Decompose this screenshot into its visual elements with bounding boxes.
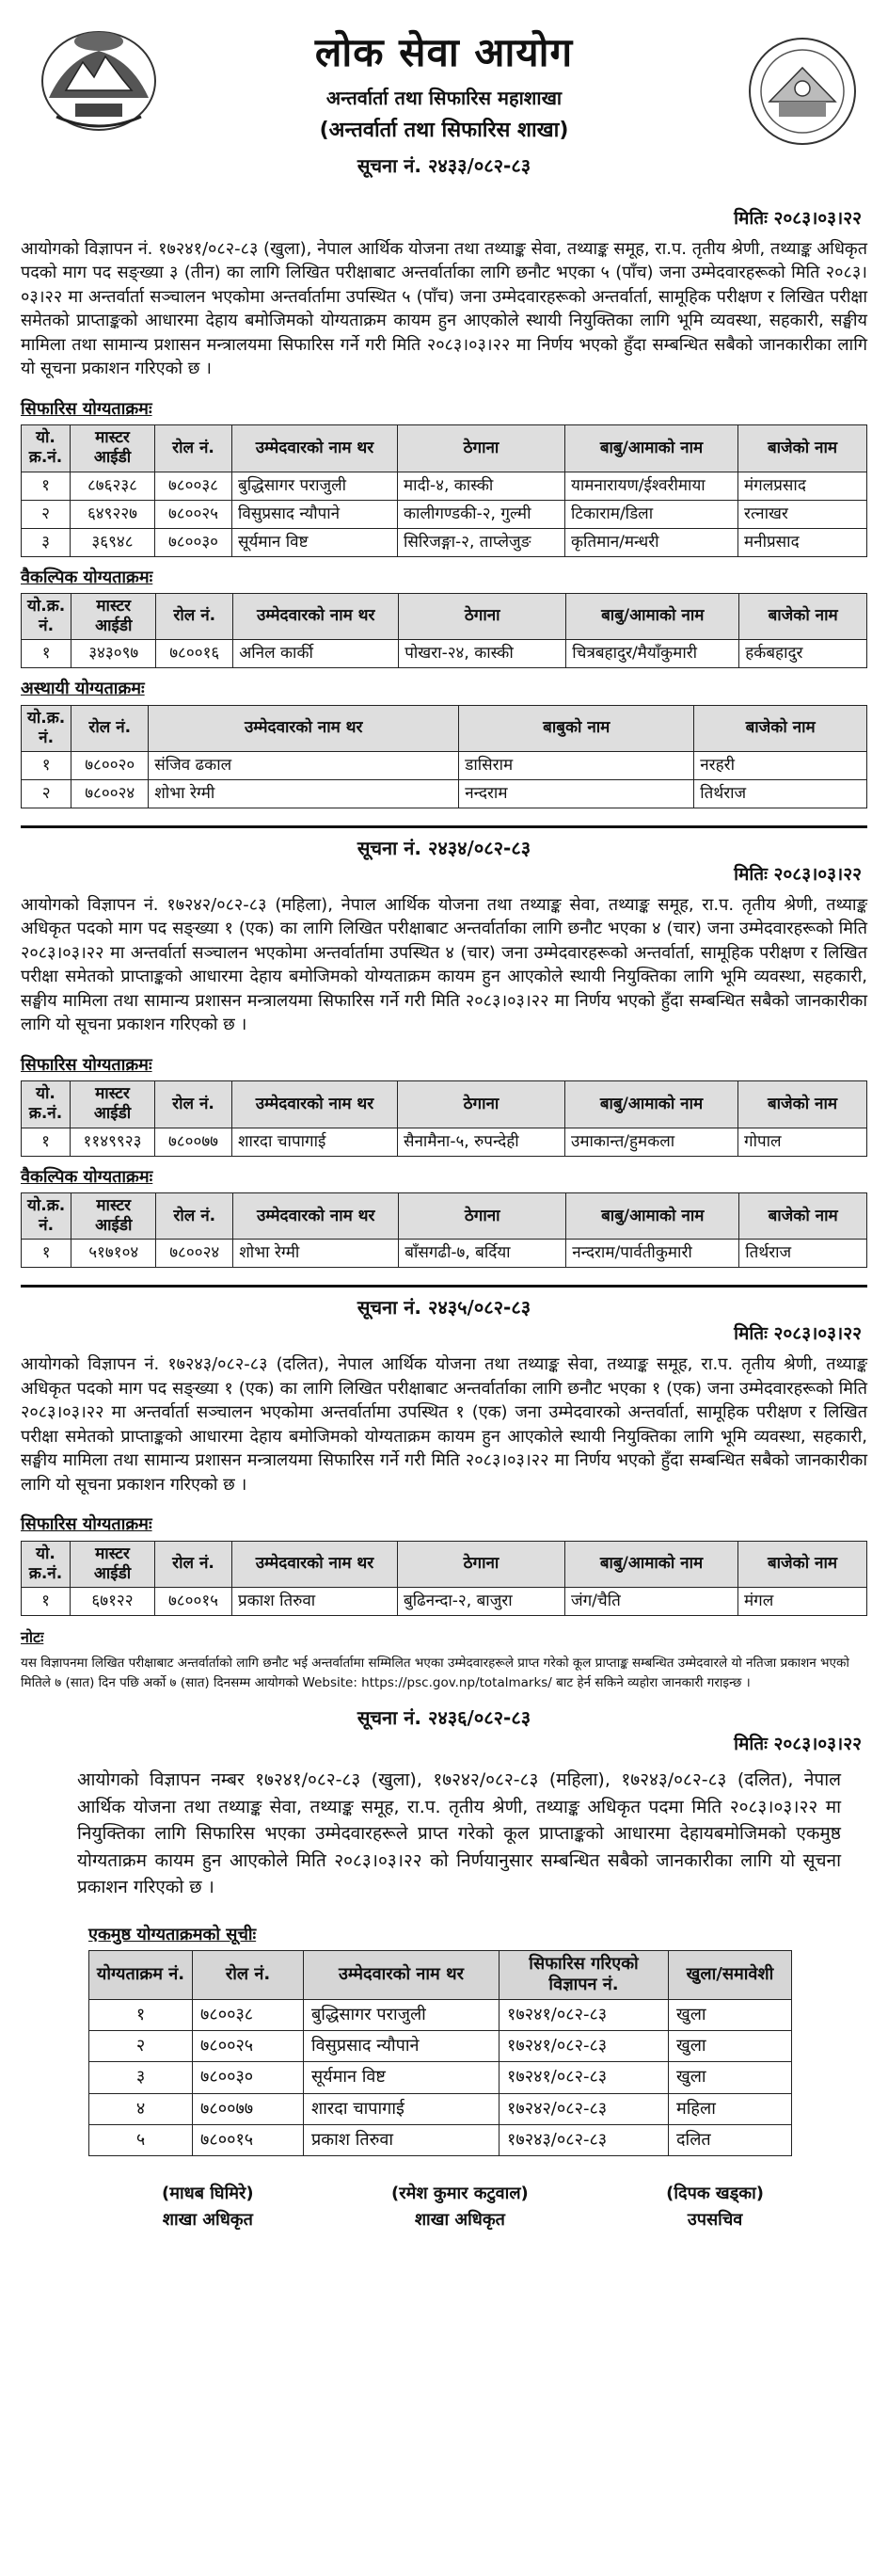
temporary-table <box>21 705 867 808</box>
table-cell: ११४९९२३ <box>71 1128 155 1156</box>
table-cell: सैनामैना-५, रुपन्देही <box>398 1128 565 1156</box>
table-cell: ५ <box>89 2125 193 2156</box>
column-header: सिफारिस गरिएको विज्ञापन नं. <box>500 1950 669 1999</box>
column-header: ठेगाना <box>399 1192 566 1240</box>
notice-number: सूचना नं. २४३६/०८२-८३ <box>357 1706 531 1730</box>
column-header: बाबु/आमाको नाम <box>565 425 738 472</box>
note-title: नोटः <box>21 1627 44 1646</box>
signatory-title: शाखा अधिकृत <box>414 2210 505 2231</box>
section-title-recommended: सिफारिस योग्यताक्रमः <box>21 1514 152 1535</box>
column-header: ठेगाना <box>399 593 566 640</box>
column-header: ठेगाना <box>398 1081 565 1128</box>
table-cell: ७८००२५ <box>193 2031 304 2062</box>
combined-table <box>88 1950 792 2156</box>
section-divider <box>21 1285 867 1288</box>
table-cell: खुला <box>669 2062 792 2093</box>
column-header: यो. क्र.नं. <box>22 1081 71 1128</box>
table-row <box>89 2031 792 2062</box>
table-cell: सूर्यमान विष्ट <box>304 2062 500 2093</box>
psc-seal-logo <box>747 36 858 147</box>
table-cell: नन्दराम <box>459 780 694 808</box>
table-cell: अनिल कार्की <box>233 640 399 668</box>
table-cell: १ <box>22 1240 71 1268</box>
table-cell: बुद्धिसागर पराजुली <box>304 1999 500 2030</box>
recommended-table <box>21 424 867 556</box>
table-cell: १ <box>22 640 71 668</box>
column-header: बाजेको नाम <box>739 593 867 640</box>
table-cell: १ <box>22 752 71 780</box>
table-cell: टिकाराम/डिला <box>565 500 738 528</box>
table-row <box>22 472 867 500</box>
column-header: उम्मेदवारको नाम थर <box>233 593 399 640</box>
table-cell: १७२४२/०८२-८३ <box>500 2093 669 2124</box>
table-cell: ७८००७७ <box>155 1128 232 1156</box>
recommended-table <box>21 1080 867 1156</box>
column-header: उम्मेदवारको नाम थर <box>233 1192 399 1240</box>
column-header: मास्टर आईडी <box>71 1081 155 1128</box>
table-cell: ७८००१५ <box>155 1588 232 1616</box>
table-cell: ४ <box>89 2093 193 2124</box>
table-cell: ७८००३८ <box>193 1999 304 2030</box>
page-header <box>21 17 867 205</box>
column-header: यो.क्र. नं. <box>22 705 71 752</box>
table-cell: सिरिजङ्गा-२, ताप्लेजुङ <box>398 528 565 556</box>
table-cell: हर्कबहादुर <box>739 640 867 668</box>
table-cell: १ <box>89 1999 193 2030</box>
table-cell: कालीगण्डकी-२, गुल्मी <box>398 500 565 528</box>
table-cell: महिला <box>669 2093 792 2124</box>
column-header: उम्मेदवारको नाम थर <box>232 425 398 472</box>
table-cell: ७८००२४ <box>156 1240 233 1268</box>
table-cell: मादी-४, कास्की <box>398 472 565 500</box>
table-row <box>22 528 867 556</box>
column-header: रोल नं. <box>156 593 233 640</box>
table-cell: ८७६२३८ <box>71 472 155 500</box>
table-cell: शारदा चापागाई <box>232 1128 398 1156</box>
table-cell: विसुप्रसाद न्यौपाने <box>304 2031 500 2062</box>
column-header: बाजेको नाम <box>738 1541 867 1588</box>
notice-date: मितिः २०८३।०३।२२ <box>734 863 862 885</box>
column-header: बाबु/आमाको नाम <box>566 593 739 640</box>
table-cell: १ <box>22 472 71 500</box>
column-header: बाबु/आमाको नाम <box>566 1192 739 1240</box>
table-cell: जंग/चैति <box>565 1588 738 1616</box>
table-cell: तिर्थराज <box>694 780 867 808</box>
table-cell: २ <box>22 780 71 808</box>
section-divider <box>21 825 867 828</box>
table-cell: चित्रबहादुर/मैयाँकुमारी <box>566 640 739 668</box>
alternate-table <box>21 1192 867 1268</box>
table-row <box>89 2125 792 2156</box>
nepal-emblem-logo <box>38 23 160 136</box>
table-cell: ६४९२२७ <box>71 500 155 528</box>
section-title-temporary: अस्थायी योग्यताक्रमः <box>21 679 145 699</box>
table-cell: मनीप्रसाद <box>738 528 867 556</box>
notice-body: आयोगको विज्ञापन नम्बर १७२४१/०८२-८३ (खुला), १७२४२/०८२-८३ (महिला), १७२४३/०८२-८३ (दलित), नेपाल आर्थिक योजना तथा तथ्याङ्क सेवा, तथ्याङ्क समूह, रा.प. तृतीय श्रेणी, तथ्याङ्क अधिकृत पदमा मिति २०८३।०३।२२ मा नियुक्तिका लागि सिफारिस भएका उम्मेदवारहरूले प्राप्त गरेको कूल प्राप्ताङ्कको आधारमा देहायबमोजिमको एकमुष्ठ योग्यताक्रम कायम हुन आएकोले मिति २०८३।०३।२२ को निर्णयानुसार सम्बन्धित सबैको जानकारीका लागि यो सूचना प्रकाशन गरिएको छ । <box>77 1769 841 1898</box>
table-row <box>22 1240 867 1268</box>
section-title-combined: एकमुष्ठ योग्यताक्रमको सूचीः <box>88 1924 257 1944</box>
column-header: उम्मेदवारको नाम थर <box>304 1950 500 1999</box>
table-cell: प्रकाश तिरुवा <box>232 1588 398 1616</box>
notice-body: आयोगको विज्ञापन नं. १७२४१/०८२-८३ (खुला), नेपाल आर्थिक योजना तथा तथ्याङ्क सेवा, तथ्याङ्क समूह, रा.प. तृतीय श्रेणी, तथ्याङ्क अधिकृत पदको माग पद सङ्ख्या ३ (तीन) का लागि लिखित परीक्षाबाट अन्तर्वार्ताका लागि छनौट भएका ५ (पाँच) जना उम्मेदवारहरूको मिति २०८३।०३।२२ मा अन्तर्वार्ता सञ्चालन भएकोमा अन्तर्वार्तामा उपस्थित ५ (पाँच) जना उम्मेदवारहरूको अन्तर्वार्ता, सामूहिक परीक्षण र लिखित परीक्षा समेतको प्राप्ताङ्कको आधारमा देहाय बमोजिमको योग्यताक्रम कायम हुन आएकोले स्थायी नियुक्तिका लागि भूमि व्यवस्था, सहकारी, सङ्घीय मामिला तथा सामान्य प्रशासन मन्त्रालयमा सिफारिस गर्ने गरी मिति २०८३।०३।२२ मा निर्णय भएको हुँदा सम्बन्धित सबैको जानकारीका लागि यो सूचना प्रकाशन गरिएको छ । <box>21 238 867 379</box>
table-row <box>22 1128 867 1156</box>
table-cell: नन्दराम/पार्वतीकुमारी <box>566 1240 739 1268</box>
table-cell: ५१७१०४ <box>71 1240 156 1268</box>
table-cell: संजिव ढकाल <box>149 752 459 780</box>
notice-date: मितिः २०८३।०३।२२ <box>734 208 862 229</box>
table-cell: २ <box>22 500 71 528</box>
table-cell: बुढिनन्दा-२, बाजुरा <box>398 1588 565 1616</box>
notice-date: मितिः २०८३।०३।२२ <box>734 1323 862 1345</box>
section-title-alternate: वैकल्पिक योग्यताक्रमः <box>21 567 153 587</box>
table-cell: ७८००२४ <box>71 780 149 808</box>
table-cell: विसुप्रसाद न्यौपाने <box>232 500 398 528</box>
section-title-alternate: वैकल्पिक योग्यताक्रमः <box>21 1166 153 1187</box>
signatory <box>391 2181 529 2233</box>
column-header: ठेगाना <box>398 425 565 472</box>
table-cell: १७२४१/०८२-८३ <box>500 1999 669 2030</box>
table-cell: खुला <box>669 2031 792 2062</box>
table-cell: १ <box>22 1128 71 1156</box>
table-cell: १७२४३/०८२-८३ <box>500 2125 669 2156</box>
signatory <box>666 2181 764 2233</box>
column-header: मास्टर आईडी <box>71 593 156 640</box>
column-header: मास्टर आईडी <box>71 1541 155 1588</box>
table-row <box>22 500 867 528</box>
table-cell: प्रकाश तिरुवा <box>304 2125 500 2156</box>
table-cell: ३६९४८ <box>71 528 155 556</box>
column-header: बाबुको नाम <box>459 705 694 752</box>
column-header: उम्मेदवारको नाम थर <box>232 1081 398 1128</box>
column-header: मास्टर आईडी <box>71 425 155 472</box>
table-cell: ३ <box>22 528 71 556</box>
column-header: यो. क्र.नं. <box>22 1541 71 1588</box>
table-cell: मंगल <box>738 1588 867 1616</box>
table-row <box>22 1588 867 1616</box>
table-cell: १७२४१/०८२-८३ <box>500 2031 669 2062</box>
table-cell: ७८००१५ <box>193 2125 304 2156</box>
table-cell: कृतिमान/मन्धरी <box>565 528 738 556</box>
column-header: रोल नं. <box>155 425 232 472</box>
column-header: मास्टर आईडी <box>71 1192 156 1240</box>
notice-body: आयोगको विज्ञापन नं. १७२४३/०८२-८३ (दलित), नेपाल आर्थिक योजना तथा तथ्याङ्क सेवा, तथ्याङ्क समूह, रा.प. तृतीय श्रेणी, तथ्याङ्क अधिकृत पदको माग पद सङ्ख्या १ (एक) का लागि लिखित परीक्षाबाट अन्तर्वार्ताका लागि छनौट भएका १ (एक) जना उम्मेदवारहरूको मिति २०८३।०३।२२ मा अन्तर्वार्ता सञ्चालन भएकोमा अन्तर्वार्तामा उपस्थित १ (एक) जना उम्मेदवारको अन्तर्वार्ता, सामूहिक परीक्षण र लिखित परीक्षा समेतको प्राप्ताङ्कको आधारमा देहाय बमोजिमको योग्यताक्रम कायम हुन आएकोले स्थायी नियुक्तिका लागि भूमि व्यवस्था, सहकारी, सङ्घीय मामिला तथा सामान्य प्रशासन मन्त्रालयमा सिफारिस गर्ने गरी मिति २०८३।०३।२२ मा निर्णय भएको हुँदा सम्बन्धित सबैको जानकारीका लागि यो सूचना प्रकाशन गरिएको छ । <box>21 1353 867 1495</box>
signatory-title: उपसचिव <box>687 2210 743 2231</box>
alternate-table <box>21 593 867 668</box>
column-header: बाबु/आमाको नाम <box>565 1081 738 1128</box>
table-cell: ७८००३० <box>193 2062 304 2093</box>
table-cell: बाँसगढी-७, बर्दिया <box>399 1240 566 1268</box>
table-row <box>22 752 867 780</box>
column-header: योग्यताक्रम नं. <box>89 1950 193 1999</box>
table-cell: ७८००३८ <box>155 472 232 500</box>
table-row <box>22 640 867 668</box>
table-cell: २ <box>89 2031 193 2062</box>
table-cell: ७८००२० <box>71 752 149 780</box>
column-header: बाजेको नाम <box>694 705 867 752</box>
table-cell: गोपाल <box>738 1128 867 1156</box>
table-cell: उमाकान्त/हुमकला <box>565 1128 738 1156</box>
signatory <box>162 2181 254 2233</box>
table-cell: रत्नाखर <box>738 500 867 528</box>
column-header: बाजेको नाम <box>739 1192 867 1240</box>
notice-number: सूचना नं. २४३५/०८२-८३ <box>357 1296 531 1320</box>
table-row <box>89 2093 792 2124</box>
column-header: उम्मेदवारको नाम थर <box>149 705 459 752</box>
column-header: बाजेको नाम <box>738 1081 867 1128</box>
table-cell: नरहरी <box>694 752 867 780</box>
table-cell: पोखरा-२४, कास्की <box>399 640 566 668</box>
signatory-title: शाखा अधिकृत <box>162 2210 253 2231</box>
division-name: अन्तर्वार्ता तथा सिफारिस महाशाखा <box>325 86 563 109</box>
recommended-table <box>21 1541 867 1616</box>
table-cell: सूर्यमान विष्ट <box>232 528 398 556</box>
notice-body: आयोगको विज्ञापन नं. १७२४२/०८२-८३ (महिला), नेपाल आर्थिक योजना तथा तथ्याङ्क सेवा, तथ्याङ्क समूह, रा.प. तृतीय श्रेणी, तथ्याङ्क अधिकृत पदको माग पद सङ्ख्या १ (एक) का लागि लिखित परीक्षाबाट अन्तर्वार्ताका लागि छनौट भएका ४ (चार) जना उम्मेदवारहरूको मिति २०८३।०३।२२ मा अन्तर्वार्ता सञ्चालन भएकोमा अन्तर्वार्तामा उपस्थित ४ (चार) जना उम्मेदवारहरूको अन्तर्वार्ता, सामूहिक परीक्षण र लिखित परीक्षा समेतको प्राप्ताङ्कको आधारमा देहाय बमोजिमको योग्यताक्रम कायम हुन आएकोले स्थायी नियुक्तिका लागि भूमि व्यवस्था, सहकारी, सङ्घीय मामिला तथा सामान्य प्रशासन मन्त्रालयमा सिफारिस गर्ने गरी मिति २०८३।०३।२२ मा निर्णय भएको हुँदा सम्बन्धित सबैको जानकारीका लागि यो सूचना प्रकाशन गरिएको छ । <box>21 894 867 1035</box>
branch-name: (अन्तर्वार्ता तथा सिफारिस शाखा) <box>319 118 569 142</box>
table-cell: डासिराम <box>459 752 694 780</box>
signature-block <box>21 2164 867 2233</box>
table-cell: बुद्धिसागर पराजुली <box>232 472 398 500</box>
column-header: रोल नं. <box>193 1950 304 1999</box>
table-cell: खुला <box>669 1999 792 2030</box>
table-cell: ३४३०९७ <box>71 640 156 668</box>
signatory-name: (माधब घिमिरे) <box>162 2184 254 2204</box>
org-title: लोक सेवा आयोग <box>314 29 574 75</box>
table-cell: १ <box>22 1588 71 1616</box>
notice-date: मितिः २०८३।०३।२२ <box>734 1734 862 1755</box>
column-header: ठेगाना <box>398 1541 565 1588</box>
table-cell: ७८००१६ <box>156 640 233 668</box>
column-header: रोल नं. <box>71 705 149 752</box>
table-cell: तिर्थराज <box>739 1240 867 1268</box>
table-cell: ३ <box>89 2062 193 2093</box>
column-header: उम्मेदवारको नाम थर <box>232 1541 398 1588</box>
table-row <box>89 2062 792 2093</box>
signatory-name: (दिपक खड्का) <box>666 2184 764 2204</box>
table-cell: यामनारायण/ईश्वरीमाया <box>565 472 738 500</box>
table-cell: ७८००२५ <box>155 500 232 528</box>
table-cell: ७८००३० <box>155 528 232 556</box>
column-header: खुला/समावेशी <box>669 1950 792 1999</box>
notice-number: सूचना नं. २४३३/०८२-८३ <box>357 154 531 178</box>
table-cell: ६७१२२ <box>71 1588 155 1616</box>
column-header: रोल नं. <box>155 1081 232 1128</box>
combined-list <box>21 1924 867 2157</box>
table-cell: दलित <box>669 2125 792 2156</box>
column-header: रोल नं. <box>155 1541 232 1588</box>
table-cell: मंगलप्रसाद <box>738 472 867 500</box>
column-header: यो. क्र.नं. <box>22 425 71 472</box>
section-title-recommended: सिफारिस योग्यताक्रमः <box>21 1054 152 1075</box>
column-header: बाबु/आमाको नाम <box>565 1541 738 1588</box>
table-cell: शोभा रेग्मी <box>149 780 459 808</box>
note-text: यस विज्ञापनमा लिखित परीक्षाबाट अन्तर्वार्ताको लागि छनौट भई अन्तर्वार्तामा सम्मिलित भएका उम्मेदवारहरूले प्राप्त गरेको कूल प्राप्ताङ्क सम्बन्धित उम्मेदवारले यो नतिजा प्रकाशन भएको मितिले ७ (सात) दिन पछि अर्को ७ (सात) दिनसम्म आयोगको Website: https://psc.gov.np/totalmarks/ बाट हेर्न सकिने व्यहोरा जानकारी गराइन्छ । <box>21 1655 849 1690</box>
signatory-name: (रमेश कुमार कटुवाल) <box>391 2184 529 2204</box>
table-row <box>89 1999 792 2030</box>
column-header: रोल नं. <box>156 1192 233 1240</box>
column-header: बाजेको नाम <box>738 425 867 472</box>
section-title-recommended: सिफारिस योग्यताक्रमः <box>21 398 152 419</box>
column-header: यो.क्र. नं. <box>22 1192 71 1240</box>
table-cell: शारदा चापागाई <box>304 2093 500 2124</box>
table-row <box>22 780 867 808</box>
column-header: यो.क्र. नं. <box>22 593 71 640</box>
table-cell: शोभा रेग्मी <box>233 1240 399 1268</box>
table-cell: १७२४१/०८२-८३ <box>500 2062 669 2093</box>
notice-number: सूचना नं. २४३४/०८२-८३ <box>357 836 531 859</box>
table-cell: ७८००७७ <box>193 2093 304 2124</box>
